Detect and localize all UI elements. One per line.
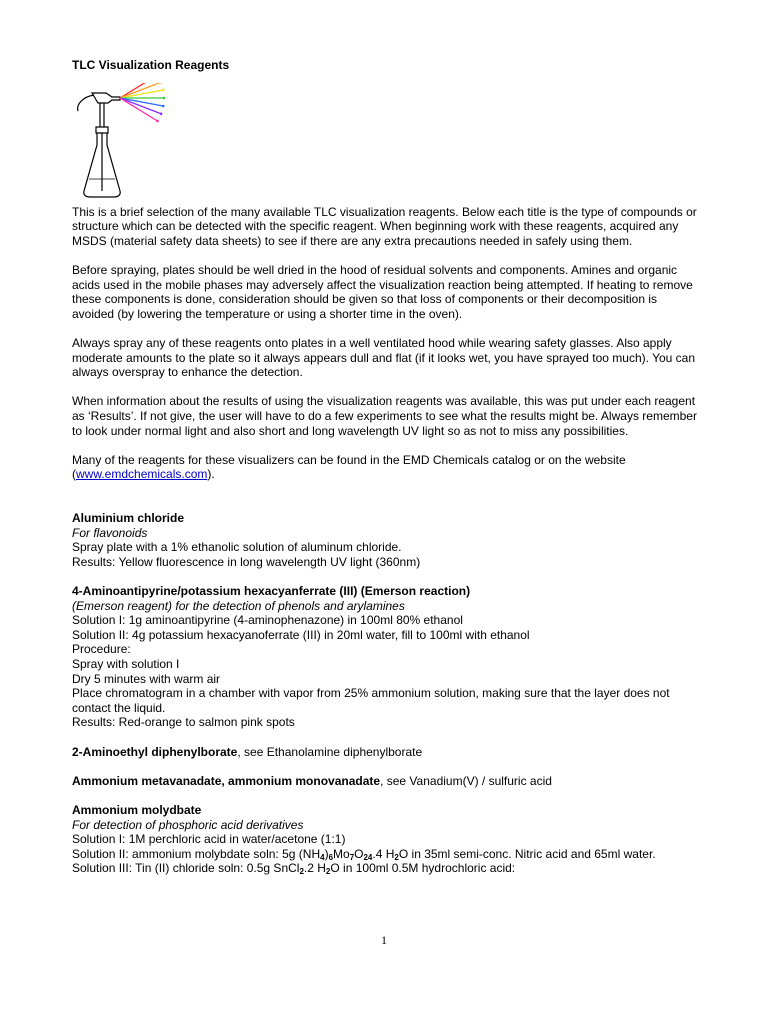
spray-ray-tip [162,104,165,107]
catalog-note [72,453,702,482]
intro-paragraph: This is a brief selection of the many available TLC visualization reagents. Below each title is the type of compounds or structure which can be detected with the specific reagent. When beginning work with these reagents, acquired any MSDS (material safety data sheets) to see if there are any extra precautions needed in safely using them. [72,204,697,248]
reagent-line: Solution I: 1M perchloric acid in water/acetone (1:1) [72,832,346,847]
reagent-line: Solution II: 4g potassium hexacyanoferrate (III) in 20ml water, fill to 100ml with ethanol [72,627,530,642]
catalog-note-end: ). [207,467,215,482]
reagent-line: Spray with solution I [72,657,180,671]
document-body [72,58,702,891]
intro-paragraph: Before spraying, plates should be well dried in the hood of residual solvents and components. Amines and organic acids used in the mobile phases may adversely affect the visualization reaction being attempted. If heating to remove these components is done, consideration should be given so that loss of components or their decomposition is avoided (by lowering the temperature or using a shorter time in the oven). [72,262,693,321]
reagent-line: Place chromatogram in a chamber with vapor from 25% ammonium solution, making sure that the layer does not contact the liquid. [72,686,670,715]
reagent-see-also: , see Vanadium(V) / sulfuric acid [380,773,552,788]
intro-paragraph: Always spray any of these reagents onto plates in a well ventilated hood while wearing safety glasses. Also apply moderate amounts to the plate so it always appears dull and flat (if it looks wet, you have sprayed too much). You can always overspray to enhance the detection. [72,335,696,380]
reagent-line: Results: Yellow fluorescence in long wavelength UV light (360nm) [72,554,421,569]
intro-paragraph: When information about the results of using the visualization reagents was available, this was put under each reagent as ‘Results’. If not give, the user will have to do a few experiments to see what the results might be. Always remember to look under normal light and also short and long wavelength UV light so as not to miss any possibilities. [72,394,697,438]
reagent-purpose: (Emerson reagent) for the detection of phenols and arylamines [72,598,405,613]
reagent-line: Dry 5 minutes with warm air [72,671,221,686]
reagent-entry [72,803,702,876]
reagent-entry [72,584,702,730]
reagent-heading: Ammonium metavanadate, ammonium monovanadate [72,773,381,788]
reagent-line: Procedure: [72,642,131,657]
reagent-heading: Aluminium chloride [72,511,185,526]
reagent-heading: 2-Aminoethyl diphenylborate [72,744,238,759]
reagent-entry [72,774,702,789]
reagent-heading: Ammonium molydbate [72,802,202,817]
spray-bottle-icon [72,83,172,203]
reagent-entry [72,745,702,760]
spray-ray [120,98,161,114]
reagent-purpose: For flavonoids [72,525,148,540]
reagent-purpose: For detection of phosphoric acid derivatives [72,817,304,832]
reagent-line: Solution I: 1g aminoantipyrine (4-aminophenazone) in 100ml 80% ethanol [72,613,463,628]
catalog-note-text: Many of the reagents for these visualizers can be found in the EMD Chemicals catalog or on the website ( [72,452,626,482]
reagent-heading: 4-Aminoantipyrine/potassium hexacyanferrate (III) (Emerson reaction) [72,584,471,599]
page-number: 1 [381,933,387,947]
spray-ray-tip [156,119,159,122]
spray-ray-tip [160,112,163,115]
emd-website-link[interactable]: www.emdchemicals.com [76,467,208,482]
spray-ray-tip [163,96,166,99]
document-title: TLC Visualization Reagents [72,58,230,72]
reagent-entry [72,511,702,569]
reagent-see-also: , see Ethanolamine diphenylborate [237,744,423,759]
reagent-formula-line: Solution II: ammonium molybdate soln: 5g $(NH_4)_6Mo_7O_{24}.4$ $H_2O$ in 35ml semi-conc. Nitric acid and 65ml water. [72,846,656,862]
reagent-formula-line: Solution III: Tin (II) chloride soln: 0.5g SnCl$_2$.2 $H_2O$ in 100ml 0.5M hydrochloric acid: [72,861,516,877]
spray-ray-tip [162,88,165,91]
reagent-line: Results: Red-orange to salmon pink spots [72,715,295,730]
reagent-line: Spray plate with a 1% ethanolic solution of aluminum chloride. [72,540,402,555]
